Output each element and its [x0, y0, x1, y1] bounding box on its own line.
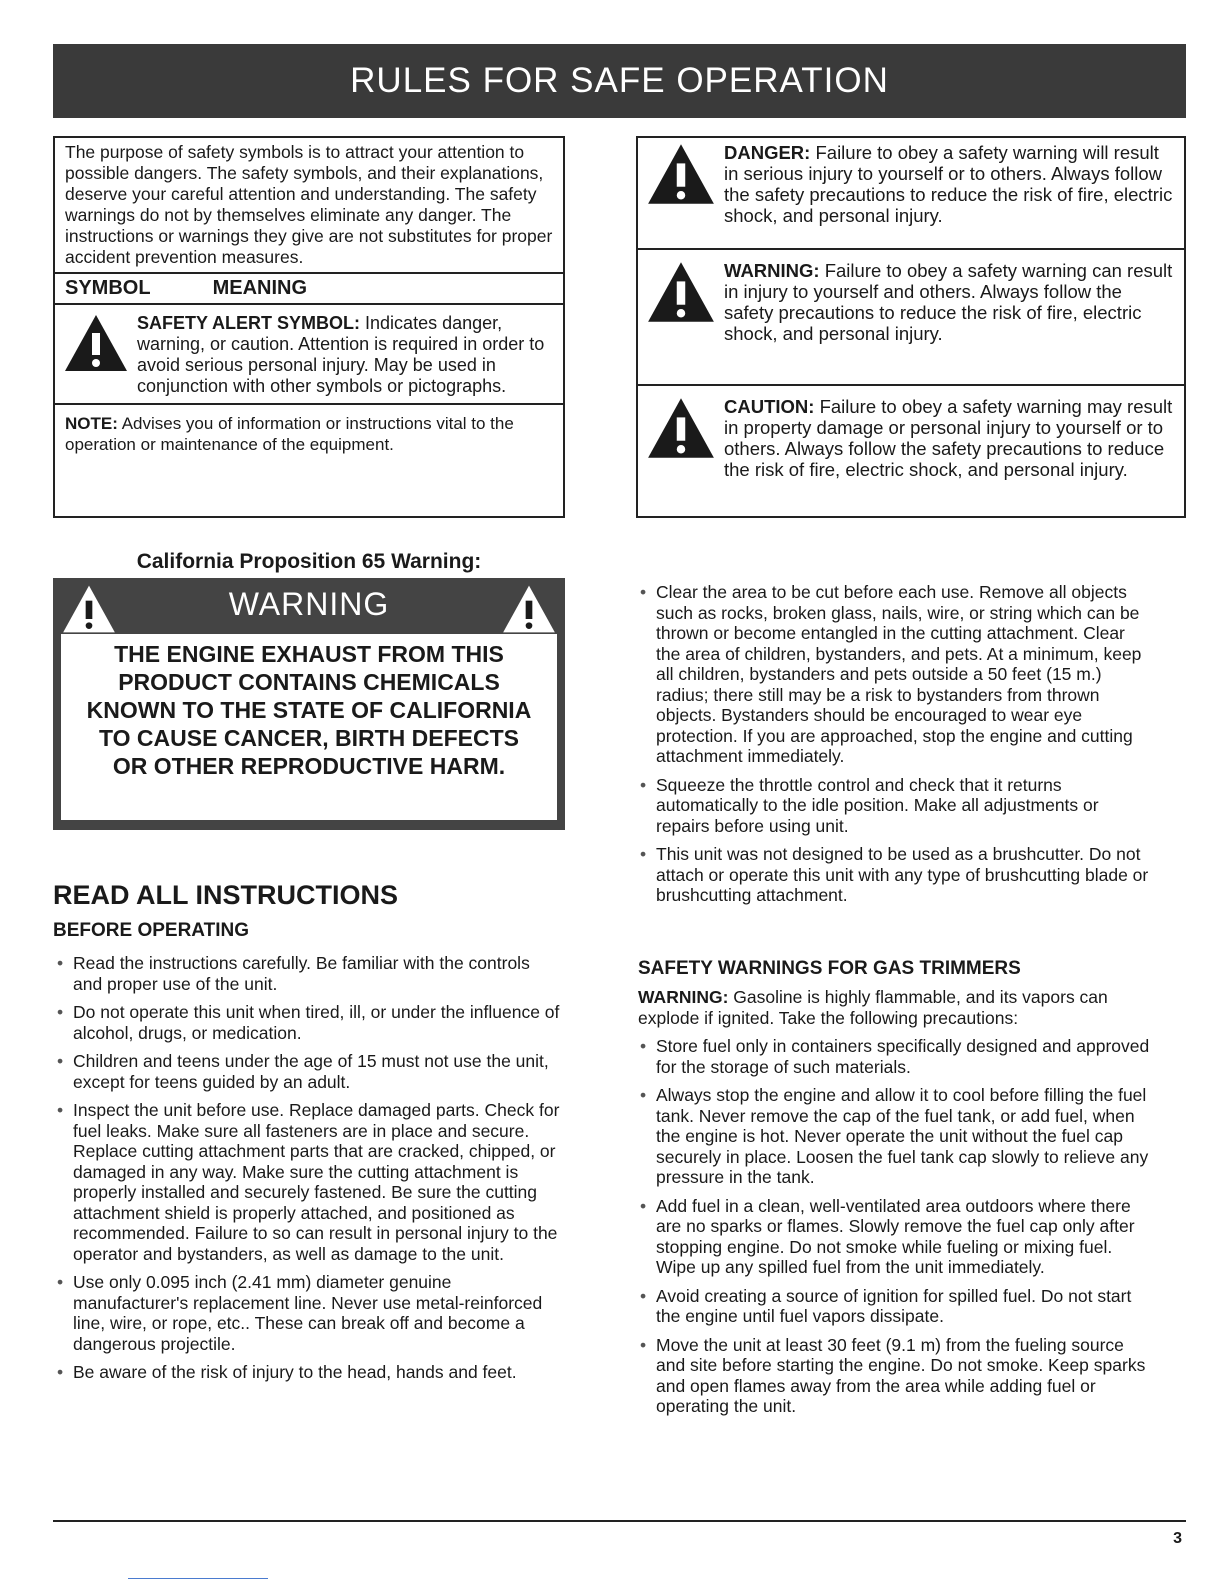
- gas-warning-text: Gasoline is highly flammable, and its vapors can explode if ignited. Take the following precautions:: [638, 987, 1108, 1028]
- list-item: • Store fuel only in containers specifically designed and approved for the storage of such materials.: [638, 1036, 1150, 1077]
- list-item: • Read the instructions carefully. Be familiar with the controls and proper use of the unit.: [55, 953, 560, 994]
- list-item: • Clear the area to be cut before each use. Remove all objects such as rocks, broken glass, nails, wire, or string which can be thrown or become entangled in the cutting attachment. Clear the area of children, bystanders, and pets. At a minimum, keep all children, bystanders and pets outside a 50 feet (15 m.) radius; there still may be a risk to bystanders from thrown objects. Bystanders should be encouraged to wear eye protection. If you are approached, stop the engine and cutting attachment immediately.: [638, 582, 1150, 767]
- list-item: • Inspect the unit before use. Replace damaged parts. Check for fuel leaks. Make sure all fasteners are in place and secure. Replace cutting attachment parts that are cracked, chipped, or damaged in any way. Make sure the cutting attachment is properly installed and securely fastened. Be sure the cutting attachment shield is properly attached, and positioned as recommended. Failure to so can result in personal injury to the operator and bystanders, as well as damage to the unit.: [55, 1100, 560, 1264]
- warning-label: WARNING:: [724, 260, 820, 281]
- page-banner: [53, 44, 1186, 118]
- list-item: • Be aware of the risk of injury to the head, hands and feet.: [55, 1362, 560, 1383]
- banner-title: RULES FOR SAFE OPERATION: [350, 61, 889, 100]
- alert-triangle-icon: [63, 313, 129, 373]
- prop65-line: TO CAUSE CANCER, BIRTH DEFECTS: [99, 725, 519, 751]
- prop65-line: THE ENGINE EXHAUST FROM THIS: [114, 641, 504, 667]
- note-text: Advises you of information or instructions vital to the operation or maintenance of the equipment.: [65, 414, 514, 454]
- list-item: • Children and teens under the age of 15 must not use the unit, except for teens guided by an adult.: [55, 1051, 560, 1092]
- prop65-warning-box: [53, 578, 565, 830]
- prop65-title: California Proposition 65 Warning:: [136, 550, 482, 573]
- symbol-box: [53, 136, 565, 518]
- list-item: • Move the unit at least 30 feet (9.1 m) from the fueling source and site before starting the engine. Do not smoke. Keep sparks and open flames away from the area while adding fuel or operating the unit.: [638, 1335, 1150, 1417]
- danger-label: DANGER:: [724, 142, 811, 163]
- gas-list: [638, 1036, 1150, 1425]
- bottom-decorative-line: [128, 1578, 268, 1579]
- caution-row: [638, 386, 1184, 514]
- warning-triangle-right-icon: [501, 584, 557, 634]
- warning-text: Failure to obey a safety warning can result in injury to yourself and others. Always follow the safety precautions to reduce the risk of fire, electric shock, and personal injury.: [724, 260, 1173, 344]
- gas-trimmers-heading: SAFETY WARNINGS FOR GAS TRIMMERS: [638, 958, 1021, 979]
- list-item: • Always stop the engine and allow it to cool before filling the fuel tank. Never remove the cap of the fuel tank, or add fuel, when the engine is hot. Never operate the unit without the fuel cap securely in place. Loosen the fuel tank cap slowly to relieve any pressure in the tank.: [638, 1085, 1150, 1188]
- col-meaning: MEANING: [212, 277, 308, 299]
- list-item: • Squeeze the throttle control and check that it returns automatically to the idle position. Make all adjustments or repairs before using unit.: [638, 775, 1150, 837]
- intro-text: The purpose of safety symbols is to attract your attention to possible dangers. The safety symbols, and their explanations, deserve your careful attention and understanding. The safety warnings do not by themselves eliminate any danger. The instructions or warnings they give are not substitutes for proper accident prevention measures.: [65, 142, 553, 267]
- danger-row: [638, 138, 1184, 250]
- note-label: NOTE:: [65, 414, 118, 433]
- caution-label: CAUTION:: [724, 396, 815, 417]
- prop65-line: OR OTHER REPRODUCTIVE HARM.: [112, 753, 506, 779]
- danger-text: Failure to obey a safety warning will result in serious injury to yourself or to others. Always follow the safety precautions to reduce the risk of fire, electric shock, and personal injury.: [724, 142, 1173, 226]
- area-list: [638, 582, 1150, 914]
- col-symbol: SYMBOL: [65, 277, 151, 299]
- gas-warning-paragraph: [638, 987, 1148, 1028]
- list-item: • This unit was not designed to be used as a brushcutter. Do not attach or operate this unit with any type of brushcutting blade or brushcutting attachment.: [638, 844, 1150, 906]
- safety-alert-row: [55, 305, 563, 405]
- alert-description: [137, 313, 555, 397]
- before-operating-list: [55, 953, 560, 1391]
- prop65-line: PRODUCT CONTAINS CHEMICALS: [118, 669, 500, 695]
- prop65-text: [61, 634, 557, 820]
- read-all-heading: READ ALL INSTRUCTIONS: [53, 880, 399, 910]
- page-number: 3: [1173, 1530, 1182, 1547]
- footer-rule: [53, 1520, 1186, 1522]
- warning-triangle-icon: [646, 260, 716, 324]
- list-item: • Use only 0.095 inch (2.41 mm) diameter genuine manufacturer's replacement line. Never use metal-reinforced line, wire, or rope, etc.. These can break off and become a dangerous projectile.: [55, 1272, 560, 1354]
- list-item: • Add fuel in a clean, well-ventilated area outdoors where there are no sparks or flames. Slowly remove the fuel cap only after stopping engine. Do not smoke while fueling or mixing fuel. Wipe up any spilled fuel from the unit immediately.: [638, 1196, 1150, 1278]
- prop65-line: KNOWN TO THE STATE OF CALIFORNIA: [86, 697, 532, 723]
- note-row: [55, 405, 563, 463]
- alert-label: SAFETY ALERT SYMBOL:: [137, 313, 361, 333]
- symbol-meaning-header: [55, 272, 563, 305]
- before-operating-heading: BEFORE OPERATING: [53, 920, 249, 941]
- caution-text: Failure to obey a safety warning may result in property damage or personal injury to yourself or to others. Always follow the safety precautions to reduce the risk of fire, electric shock, and personal injury.: [724, 396, 1173, 480]
- list-item: • Avoid creating a source of ignition for spilled fuel. Do not start the engine until fuel vapors dissipate.: [638, 1286, 1150, 1327]
- gas-warning-label: WARNING:: [638, 987, 729, 1007]
- signal-words-box: [636, 136, 1186, 518]
- prop65-header: WARNING: [228, 586, 390, 622]
- caution-triangle-icon: [646, 396, 716, 460]
- danger-triangle-icon: [646, 142, 716, 206]
- alert-text: Indicates danger, warning, or caution. Attention is required in order to avoid serious personal injury. May be used in conjunction with other symbols or pictographs.: [137, 313, 545, 396]
- list-item: • Do not operate this unit when tired, ill, or under the influence of alcohol, drugs, or medication.: [55, 1002, 560, 1043]
- warning-row: [638, 250, 1184, 386]
